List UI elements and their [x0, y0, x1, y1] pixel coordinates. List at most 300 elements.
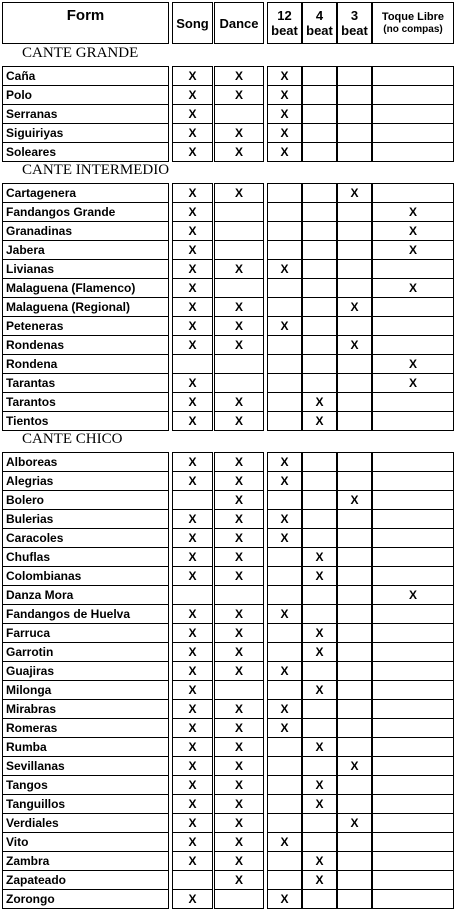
dance-cell: X: [214, 566, 264, 586]
b4-cell: X: [302, 851, 337, 871]
b4-cell: X: [302, 680, 337, 700]
song-cell: X: [172, 775, 213, 795]
table-row: [0, 832, 455, 851]
toque-cell: [372, 566, 454, 586]
table-row: [0, 202, 455, 221]
dance-cell: [214, 354, 264, 374]
toque-cell: [372, 889, 454, 909]
b12-cell: X: [267, 452, 302, 472]
form-name-cell: Tientos: [2, 411, 169, 431]
song-cell: X: [172, 66, 213, 86]
form-name-cell: Tangos: [2, 775, 169, 795]
table-row: [0, 585, 455, 604]
dance-cell: X: [214, 335, 264, 355]
b4-cell: X: [302, 794, 337, 814]
b3-cell: [337, 889, 372, 909]
form-name-cell: Polo: [2, 85, 169, 105]
b12-cell: X: [267, 316, 302, 336]
header-3-beat: [337, 2, 372, 44]
dance-cell: X: [214, 183, 264, 203]
b12-cell: [267, 392, 302, 412]
toque-cell: [372, 490, 454, 510]
form-name-cell: Zorongo: [2, 889, 169, 909]
b3-cell: [337, 566, 372, 586]
toque-cell: [372, 335, 454, 355]
dance-cell: X: [214, 471, 264, 491]
form-name-cell: Vito: [2, 832, 169, 852]
song-cell: [172, 585, 213, 605]
b12-cell: [267, 642, 302, 662]
b4-cell: [302, 66, 337, 86]
b4-cell: [302, 183, 337, 203]
header-toque-libre-subtitle: (no compas): [383, 23, 443, 35]
table-row: [0, 354, 455, 373]
b3-cell: X: [337, 183, 372, 203]
b12-cell: [267, 566, 302, 586]
b4-cell: [302, 756, 337, 776]
table-row: [0, 411, 455, 430]
b12-cell: [267, 851, 302, 871]
dance-cell: X: [214, 452, 264, 472]
table-row: [0, 699, 455, 718]
toque-cell: [372, 547, 454, 567]
b12-cell: X: [267, 509, 302, 529]
b4-cell: [302, 85, 337, 105]
b12-cell: X: [267, 471, 302, 491]
dance-cell: X: [214, 85, 264, 105]
b12-cell: X: [267, 259, 302, 279]
b4-cell: [302, 604, 337, 624]
b3-cell: [337, 452, 372, 472]
form-name-cell: Tarantas: [2, 373, 169, 393]
song-cell: X: [172, 509, 213, 529]
b3-cell: [337, 123, 372, 143]
b4-cell: [302, 354, 337, 374]
b12-cell: [267, 373, 302, 393]
song-cell: X: [172, 411, 213, 431]
form-name-cell: Rondena: [2, 354, 169, 374]
b3-cell: [337, 794, 372, 814]
form-name-cell: Siguiriyas: [2, 123, 169, 143]
b12-cell: [267, 813, 302, 833]
b3-cell: [337, 680, 372, 700]
dance-cell: [214, 202, 264, 222]
toque-cell: [372, 123, 454, 143]
b3-cell: [337, 104, 372, 124]
form-name-cell: Farruca: [2, 623, 169, 643]
dance-cell: X: [214, 259, 264, 279]
table-row: [0, 775, 455, 794]
song-cell: X: [172, 123, 213, 143]
b12-cell: [267, 775, 302, 795]
b4-cell: X: [302, 642, 337, 662]
b12-cell: X: [267, 123, 302, 143]
song-cell: X: [172, 392, 213, 412]
b3-cell: [337, 354, 372, 374]
song-cell: X: [172, 104, 213, 124]
form-name-cell: Verdiales: [2, 813, 169, 833]
b3-cell: [337, 259, 372, 279]
b3-cell: [337, 642, 372, 662]
b3-cell: [337, 392, 372, 412]
b3-cell: [337, 832, 372, 852]
table-row: [0, 870, 455, 889]
section-title: CANTE GRANDE: [22, 45, 139, 61]
song-cell: X: [172, 737, 213, 757]
b4-cell: [302, 490, 337, 510]
song-cell: X: [172, 547, 213, 567]
table-row: [0, 623, 455, 642]
b4-cell: [302, 373, 337, 393]
b4-cell: [302, 509, 337, 529]
b3-cell: [337, 202, 372, 222]
b12-cell: X: [267, 142, 302, 162]
b4-cell: [302, 259, 337, 279]
dance-cell: X: [214, 66, 264, 86]
table-row: [0, 680, 455, 699]
song-cell: X: [172, 183, 213, 203]
song-cell: X: [172, 623, 213, 643]
form-name-cell: Alboreas: [2, 452, 169, 472]
b3-cell: X: [337, 756, 372, 776]
toque-cell: [372, 392, 454, 412]
dance-cell: X: [214, 813, 264, 833]
b12-cell: X: [267, 85, 302, 105]
b12-cell: [267, 737, 302, 757]
song-cell: X: [172, 661, 213, 681]
form-name-cell: Caña: [2, 66, 169, 86]
toque-cell: X: [372, 202, 454, 222]
toque-cell: [372, 870, 454, 890]
table-row: [0, 794, 455, 813]
b3-cell: X: [337, 813, 372, 833]
header-3-beat-word: beat: [341, 23, 368, 38]
dance-cell: X: [214, 775, 264, 795]
form-name-cell: Granadinas: [2, 221, 169, 241]
table-row: [0, 316, 455, 335]
dance-cell: [214, 680, 264, 700]
form-name-cell: Romeras: [2, 718, 169, 738]
b4-cell: [302, 104, 337, 124]
b4-cell: X: [302, 392, 337, 412]
b12-cell: [267, 490, 302, 510]
b12-cell: [267, 202, 302, 222]
form-name-cell: Colombianas: [2, 566, 169, 586]
section-title: CANTE CHICO: [22, 431, 123, 447]
b4-cell: [302, 278, 337, 298]
b4-cell: X: [302, 870, 337, 890]
dance-cell: [214, 373, 264, 393]
song-cell: X: [172, 335, 213, 355]
header-12-beat-word: beat: [271, 23, 298, 38]
header-4-beat-word: beat: [306, 23, 333, 38]
song-cell: X: [172, 240, 213, 260]
table-row: [0, 851, 455, 870]
table-row: [0, 547, 455, 566]
table-row: [0, 85, 455, 104]
b4-cell: [302, 889, 337, 909]
b4-cell: [302, 240, 337, 260]
toque-cell: [372, 775, 454, 795]
b3-cell: [337, 585, 372, 605]
toque-cell: [372, 142, 454, 162]
toque-cell: [372, 104, 454, 124]
dance-cell: X: [214, 509, 264, 529]
song-cell: X: [172, 756, 213, 776]
table-row: [0, 813, 455, 832]
form-name-cell: Alegrias: [2, 471, 169, 491]
b3-cell: [337, 623, 372, 643]
b4-cell: [302, 585, 337, 605]
header-4-beat: [302, 2, 337, 44]
toque-cell: [372, 316, 454, 336]
b3-cell: [337, 699, 372, 719]
b12-cell: X: [267, 661, 302, 681]
b4-cell: [302, 528, 337, 548]
b3-cell: [337, 221, 372, 241]
b3-cell: [337, 870, 372, 890]
dance-cell: X: [214, 851, 264, 871]
table-row: [0, 66, 455, 85]
b12-cell: [267, 354, 302, 374]
song-cell: X: [172, 316, 213, 336]
table-row: [0, 259, 455, 278]
song-cell: [172, 490, 213, 510]
form-name-cell: Serranas: [2, 104, 169, 124]
b4-cell: [302, 316, 337, 336]
dance-cell: X: [214, 794, 264, 814]
b12-cell: X: [267, 832, 302, 852]
b4-cell: X: [302, 623, 337, 643]
toque-cell: [372, 604, 454, 624]
dance-cell: X: [214, 699, 264, 719]
b12-cell: X: [267, 718, 302, 738]
b12-cell: [267, 278, 302, 298]
dance-cell: [214, 104, 264, 124]
song-cell: X: [172, 452, 213, 472]
toque-cell: [372, 411, 454, 431]
toque-cell: [372, 528, 454, 548]
toque-cell: [372, 699, 454, 719]
dance-cell: [214, 278, 264, 298]
toque-cell: [372, 66, 454, 86]
b4-cell: [302, 471, 337, 491]
toque-cell: [372, 623, 454, 643]
header-3-beat-number: 3: [350, 8, 359, 23]
form-name-cell: Caracoles: [2, 528, 169, 548]
song-cell: X: [172, 202, 213, 222]
b12-cell: [267, 680, 302, 700]
b12-cell: [267, 547, 302, 567]
form-name-cell: Milonga: [2, 680, 169, 700]
song-cell: X: [172, 718, 213, 738]
song-cell: X: [172, 471, 213, 491]
b4-cell: X: [302, 547, 337, 567]
b12-cell: X: [267, 528, 302, 548]
table-row: [0, 392, 455, 411]
table-row: [0, 889, 455, 908]
b4-cell: [302, 335, 337, 355]
table-row: [0, 471, 455, 490]
form-name-cell: Bolero: [2, 490, 169, 510]
toque-cell: [372, 832, 454, 852]
header-toque-libre-title: Toque Libre: [381, 10, 445, 23]
song-cell: X: [172, 813, 213, 833]
toque-cell: [372, 452, 454, 472]
b3-cell: [337, 373, 372, 393]
header-4-beat-number: 4: [315, 8, 324, 23]
b4-cell: [302, 452, 337, 472]
dance-cell: [214, 240, 264, 260]
b3-cell: [337, 851, 372, 871]
header-dance: Dance: [214, 2, 264, 44]
b12-cell: [267, 240, 302, 260]
b3-cell: [337, 661, 372, 681]
form-name-cell: Fandangos de Huelva: [2, 604, 169, 624]
song-cell: X: [172, 278, 213, 298]
dance-cell: X: [214, 123, 264, 143]
form-name-cell: Soleares: [2, 142, 169, 162]
table-row: [0, 528, 455, 547]
b3-cell: [337, 142, 372, 162]
song-cell: X: [172, 851, 213, 871]
toque-cell: [372, 85, 454, 105]
table-row: [0, 718, 455, 737]
b3-cell: [337, 718, 372, 738]
b12-cell: [267, 221, 302, 241]
b3-cell: [337, 737, 372, 757]
table-row: [0, 737, 455, 756]
dance-cell: X: [214, 832, 264, 852]
form-name-cell: Guajiras: [2, 661, 169, 681]
b3-cell: [337, 471, 372, 491]
b12-cell: X: [267, 889, 302, 909]
toque-cell: [372, 661, 454, 681]
form-name-cell: Fandangos Grande: [2, 202, 169, 222]
b3-cell: [337, 604, 372, 624]
song-cell: X: [172, 889, 213, 909]
toque-cell: X: [372, 585, 454, 605]
dance-cell: X: [214, 411, 264, 431]
b12-cell: [267, 756, 302, 776]
b4-cell: [302, 832, 337, 852]
song-cell: X: [172, 680, 213, 700]
form-name-cell: Bulerias: [2, 509, 169, 529]
song-cell: X: [172, 699, 213, 719]
dance-cell: X: [214, 392, 264, 412]
b12-cell: [267, 794, 302, 814]
dance-cell: X: [214, 737, 264, 757]
b4-cell: [302, 718, 337, 738]
dance-cell: X: [214, 528, 264, 548]
form-name-cell: Malaguena (Flamenco): [2, 278, 169, 298]
table-row: [0, 335, 455, 354]
b12-cell: [267, 870, 302, 890]
form-name-cell: Sevillanas: [2, 756, 169, 776]
header-form: [2, 2, 169, 44]
b3-cell: [337, 528, 372, 548]
b4-cell: [302, 123, 337, 143]
dance-cell: X: [214, 623, 264, 643]
table-row: [0, 221, 455, 240]
toque-cell: [372, 509, 454, 529]
b3-cell: X: [337, 490, 372, 510]
b4-cell: [302, 297, 337, 317]
song-cell: X: [172, 297, 213, 317]
toque-cell: X: [372, 240, 454, 260]
table-row: [0, 373, 455, 392]
b3-cell: [337, 240, 372, 260]
table-row: [0, 183, 455, 202]
b4-cell: [302, 202, 337, 222]
toque-cell: [372, 756, 454, 776]
b12-cell: [267, 335, 302, 355]
dance-cell: X: [214, 642, 264, 662]
toque-cell: X: [372, 221, 454, 241]
b4-cell: [302, 699, 337, 719]
form-name-cell: Tanguillos: [2, 794, 169, 814]
form-name-cell: Tarantos: [2, 392, 169, 412]
song-cell: X: [172, 528, 213, 548]
dance-cell: X: [214, 756, 264, 776]
b3-cell: X: [337, 335, 372, 355]
b4-cell: [302, 221, 337, 241]
form-name-cell: Peteneras: [2, 316, 169, 336]
b4-cell: X: [302, 775, 337, 795]
song-cell: X: [172, 832, 213, 852]
form-name-cell: Zapateado: [2, 870, 169, 890]
toque-cell: X: [372, 373, 454, 393]
b4-cell: X: [302, 737, 337, 757]
toque-cell: [372, 718, 454, 738]
dance-cell: [214, 585, 264, 605]
form-name-cell: Danza Mora: [2, 585, 169, 605]
song-cell: X: [172, 642, 213, 662]
song-cell: X: [172, 794, 213, 814]
toque-cell: [372, 259, 454, 279]
dance-cell: X: [214, 490, 264, 510]
b4-cell: X: [302, 566, 337, 586]
b12-cell: [267, 297, 302, 317]
b4-cell: [302, 142, 337, 162]
toque-cell: [372, 851, 454, 871]
form-name-cell: Chuflas: [2, 547, 169, 567]
table-row: [0, 490, 455, 509]
b3-cell: [337, 66, 372, 86]
form-name-cell: Malaguena (Regional): [2, 297, 169, 317]
header-form-label: Form: [66, 7, 105, 24]
toque-cell: [372, 183, 454, 203]
table-row: [0, 142, 455, 161]
table-row: [0, 240, 455, 259]
b4-cell: [302, 661, 337, 681]
form-name-cell: Rumba: [2, 737, 169, 757]
table-row: [0, 642, 455, 661]
section-title: CANTE INTERMEDIO: [22, 162, 170, 178]
table-row: [0, 604, 455, 623]
header-12-beat: [267, 2, 302, 44]
b12-cell: [267, 585, 302, 605]
b4-cell: X: [302, 411, 337, 431]
table-row: [0, 278, 455, 297]
table-row: [0, 452, 455, 471]
form-name-cell: Livianas: [2, 259, 169, 279]
b12-cell: X: [267, 104, 302, 124]
dance-cell: X: [214, 661, 264, 681]
table-row: [0, 104, 455, 123]
header-song: Song: [172, 2, 213, 44]
table-row: [0, 123, 455, 142]
